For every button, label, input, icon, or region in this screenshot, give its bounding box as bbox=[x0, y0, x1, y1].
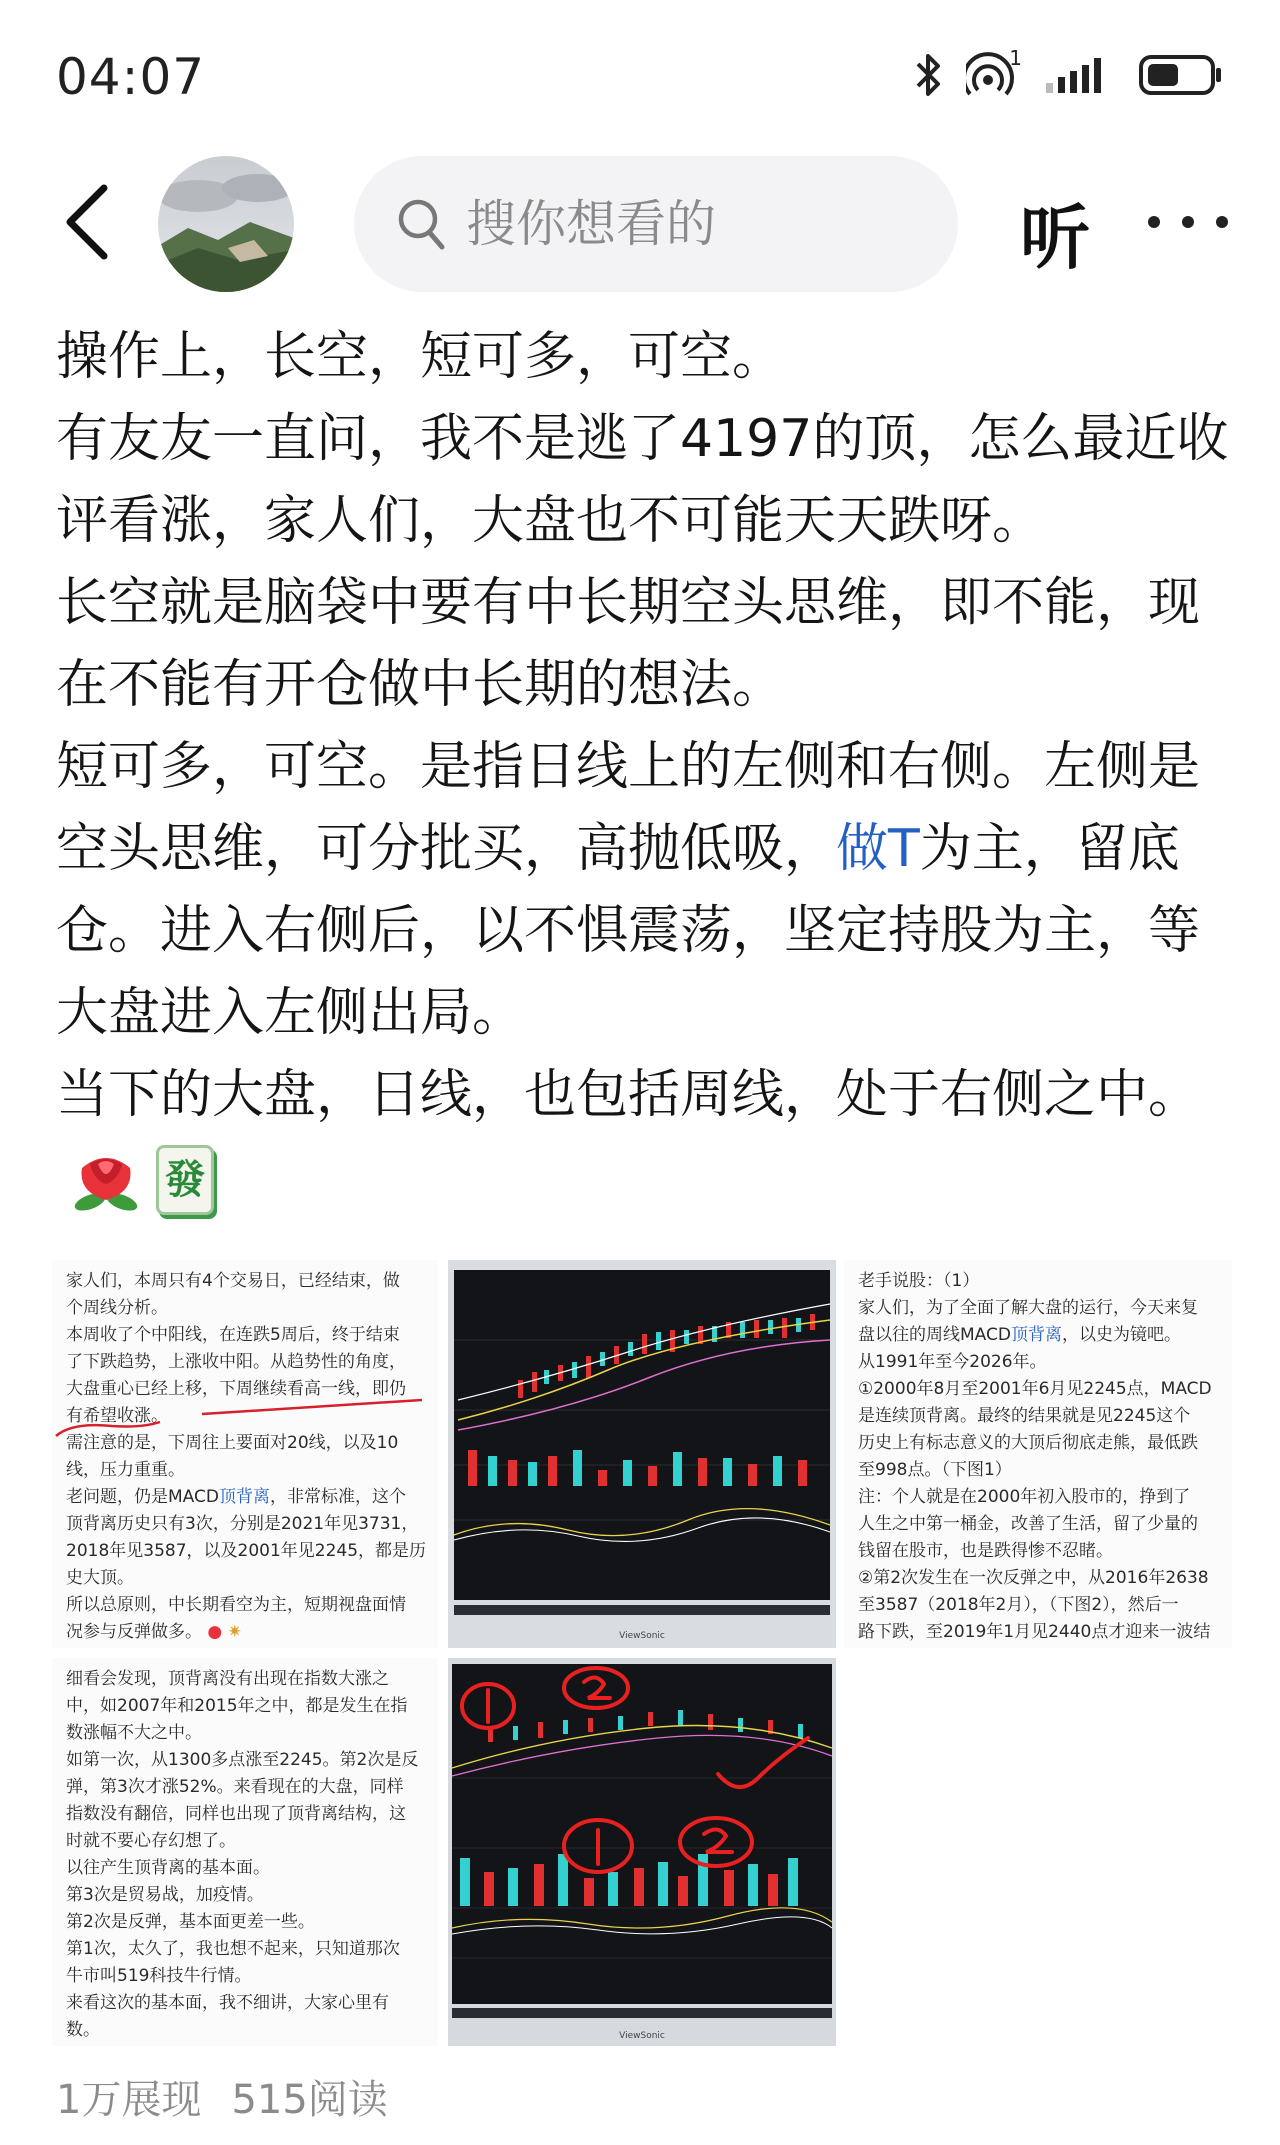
image-text-line: 线，压力重重。 bbox=[66, 1460, 185, 1480]
status-icons bbox=[914, 46, 1224, 98]
image-text-line: 有希望收涨。 bbox=[66, 1406, 168, 1426]
image-text-line: 大盘重心已经上移，下周继续看高一线，即仍 bbox=[66, 1379, 406, 1399]
image-text-line: 了下跌趋势，上涨收中阳。从趋势性的角度， bbox=[66, 1352, 406, 1372]
image-text-line: 路下跌，至2019年1月见2440点才迎来一波结 bbox=[858, 1622, 1211, 1642]
image-text-line: 弹，第3次才涨52%。来看现在的大盘，同样 bbox=[66, 1777, 404, 1797]
article-text: 为主，留底仓。进入右侧后，以不惧震荡，坚定持股为主，等大盘进入左侧出局。 bbox=[56, 819, 1201, 1043]
image-text-line: 家人们，本周只有4个交易日，已经结束，做 bbox=[66, 1271, 400, 1291]
image-thumbnail-4[interactable] bbox=[52, 1658, 438, 2046]
candlestick-chart-photo bbox=[448, 1260, 836, 1648]
image-text-line: 需注意的是，下周往上要面对20线，以及10 bbox=[66, 1433, 399, 1453]
article-paragraph bbox=[56, 726, 1236, 1054]
image-grid bbox=[52, 1260, 1232, 2060]
annotated-chart-photo bbox=[448, 1658, 836, 2046]
image-text-line: 注：个人就是在2000年初入股市的，挣到了 bbox=[858, 1487, 1191, 1507]
image-text-line: 第1次，太久了，我也想不起来，只知道那次 bbox=[66, 1939, 400, 1959]
image-text-line: 来看这次的基本面，我不细讲，大家心里有 bbox=[66, 1993, 389, 2013]
image-text: 况参与反弹做多。 bbox=[66, 1622, 202, 1642]
search-input[interactable] bbox=[466, 195, 906, 253]
article-paragraph: 长空就是脑袋中要有中长期空头思维，即不能，现在不能有开仓做中长期的想法。 bbox=[56, 573, 1201, 715]
fireworks-emoji-icon: ✷ bbox=[227, 1622, 242, 1642]
image-text-line: 数。 bbox=[66, 2020, 100, 2040]
hotspot-icon bbox=[966, 46, 1022, 98]
image-text-line: 第2次是反弹，基本面更差一些。 bbox=[66, 1912, 315, 1932]
top-nav bbox=[0, 152, 1280, 292]
image-text-line: 牛市叫519科技牛行情。 bbox=[66, 1966, 252, 1986]
image-thumbnail-5[interactable] bbox=[448, 1658, 836, 2046]
more-dot-icon bbox=[1216, 216, 1228, 228]
image-thumbnail-3[interactable] bbox=[844, 1260, 1232, 1648]
image-text: 老问题，仍是MACD bbox=[66, 1487, 219, 1507]
article-paragraph: 操作上，长空，短可多，可空。 bbox=[56, 327, 785, 387]
image-text-line: ①2000年8月至2001年6月见2245点，MACD bbox=[858, 1379, 1212, 1399]
image-text-line: 顶背离历史只有3次，分别是2021年见3731， bbox=[66, 1514, 419, 1534]
image-text-line: 中，如2007年和2015年之中，都是发生在指 bbox=[66, 1696, 408, 1716]
image-text-line: 所以总原则，中长期看空为主，短期视盘面情 bbox=[66, 1595, 406, 1615]
more-dot-icon bbox=[1182, 216, 1194, 228]
status-time: 04:07 bbox=[56, 48, 206, 106]
avatar[interactable] bbox=[158, 156, 294, 292]
red-underline-annotation bbox=[52, 1392, 438, 1442]
image-text-line: ②第2次发生在一次反弹之中，从2016年2638 bbox=[858, 1568, 1209, 1588]
image-text-line: 钱留在股市，也是跌得惨不忍睹。 bbox=[858, 1541, 1113, 1561]
image-text-line: 本周收了个中阳线，在连跌5周后，终于结束 bbox=[66, 1325, 400, 1345]
mahjong-fa-emoji-icon: 發 bbox=[156, 1145, 214, 1215]
image-text-line: 家人们，为了全面了解大盘的运行，今天来复 bbox=[858, 1298, 1198, 1318]
monitor-brand-label: ViewSonic bbox=[619, 2031, 665, 2041]
hotspot-badge: 1 bbox=[1009, 46, 1022, 70]
image-text: ，非常标准，这个 bbox=[269, 1487, 406, 1507]
image-text-line bbox=[858, 1322, 1218, 1349]
topic-link-zuo-t[interactable]: 做T bbox=[836, 819, 920, 879]
image-text-line bbox=[66, 1619, 424, 1646]
search-icon bbox=[396, 197, 446, 251]
battery-icon bbox=[1138, 53, 1224, 97]
image-link-text: 顶背离 bbox=[218, 1487, 270, 1507]
search-bar[interactable] bbox=[354, 156, 958, 292]
bluetooth-icon bbox=[914, 52, 944, 98]
chevron-left-icon bbox=[62, 182, 112, 262]
image-text-line: 从1991年至今2026年。 bbox=[858, 1352, 1047, 1372]
image-text: ，以史为镜吧。 bbox=[1061, 1325, 1181, 1345]
image-text-line: 个周线分析。 bbox=[66, 1298, 168, 1318]
rose-emoji-icon bbox=[70, 1146, 142, 1214]
more-dot-icon bbox=[1148, 216, 1160, 228]
image-text-line: 是连续顶背离。最终的结果就是见2245这个 bbox=[858, 1406, 1191, 1426]
status-bar bbox=[0, 0, 1280, 150]
image-text-line: 细看会发现，顶背离没有出现在指数大涨之 bbox=[66, 1669, 389, 1689]
article-text: 短可多，可空。是指日线上的左侧和右侧。左侧是空头思维，可分批买，高抛低吸， bbox=[56, 737, 1201, 879]
image-text-line: 2018年见3587，以及2001年见2245，都是历 bbox=[66, 1541, 427, 1561]
image-text-line: 以往产生顶背离的基本面。 bbox=[66, 1858, 270, 1878]
more-options-button[interactable] bbox=[1148, 202, 1228, 242]
image-thumbnail-1[interactable] bbox=[52, 1260, 438, 1648]
article-paragraph bbox=[56, 1054, 1236, 1218]
image-text-line: 史大顶。 bbox=[66, 1568, 134, 1588]
article-text: 当下的大盘，日线，也包括周线，处于右侧之中。 bbox=[56, 1065, 1201, 1125]
image-text-line: 历史上有标志意义的大顶后彻底走熊，最低跌 bbox=[858, 1433, 1198, 1453]
image-text-line: 时就不要心存幻想了。 bbox=[66, 1831, 236, 1851]
image-text-line: 如第一次，从1300多点涨至2245。第2次是反 bbox=[66, 1750, 419, 1770]
image-text-line: 老手说股：（1） bbox=[858, 1271, 980, 1291]
article-paragraph: 有友友一直问，我不是逃了4197的顶，怎么最近收评看涨，家人们，大盘也不可能天天跌呀。 bbox=[56, 409, 1229, 551]
back-button[interactable] bbox=[52, 182, 122, 262]
read-count: 515阅读 bbox=[231, 2077, 388, 2123]
post-stats bbox=[56, 2068, 388, 2125]
image-link-text: 顶背离 bbox=[1010, 1325, 1062, 1345]
monitor-brand-label: ViewSonic bbox=[619, 1631, 665, 1641]
view-count: 1万展现 bbox=[56, 2077, 202, 2123]
image-text-line: 至3587（2018年2月），（下图2），然后一 bbox=[858, 1595, 1179, 1615]
image-thumbnail-2[interactable] bbox=[448, 1260, 836, 1648]
image-text-line: 人生之中第一桶金，改善了生活，留了少量的 bbox=[858, 1514, 1198, 1534]
image-text-line: 数涨幅不大之中。 bbox=[66, 1723, 202, 1743]
image-text-line: 至998点。（下图1） bbox=[858, 1460, 1012, 1480]
image-text-line bbox=[66, 1484, 424, 1511]
image-text: 盘以往的周线MACD bbox=[858, 1325, 1011, 1345]
article-body bbox=[56, 316, 1236, 1218]
rose-emoji-icon: ● bbox=[207, 1622, 223, 1642]
image-text-line: 第3次是贸易战，加疫情。 bbox=[66, 1885, 264, 1905]
listen-button[interactable]: 听 bbox=[1020, 197, 1090, 279]
cellular-signal-icon bbox=[1044, 55, 1116, 95]
image-text-line: 指数没有翻倍，同样也出现了顶背离结构，这 bbox=[66, 1804, 406, 1824]
